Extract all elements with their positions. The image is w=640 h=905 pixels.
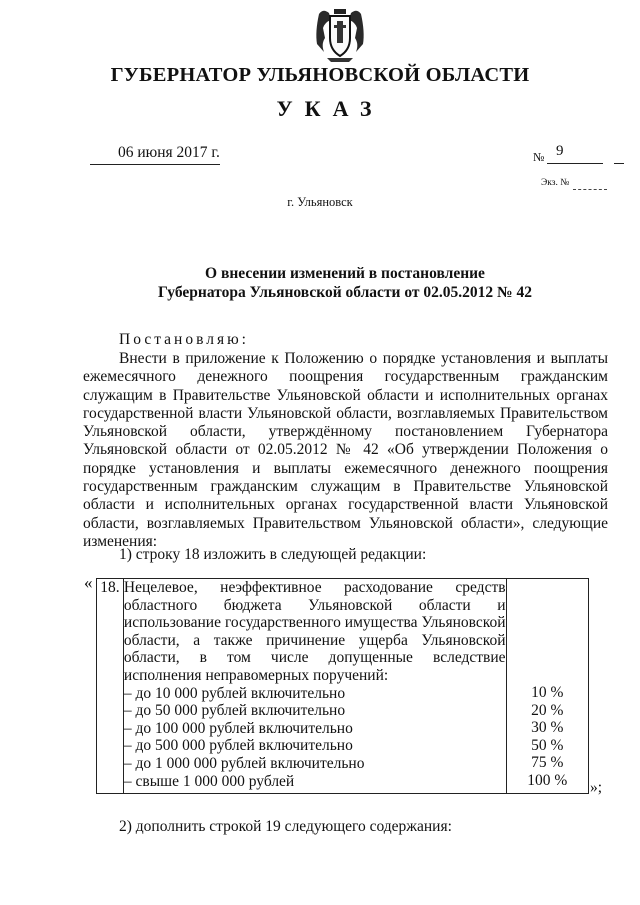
number-sign: № [533, 150, 545, 164]
copy-number-line [573, 189, 607, 190]
item-1-text: 1) строку 18 изложить в следующей редакции: [119, 546, 427, 563]
date-underline [90, 164, 220, 165]
organization-title: ГУБЕРНАТОР УЛЬЯНОВСКОЙ ОБЛАСТИ [110, 64, 530, 86]
subject-line-2: Губернатора Ульяновской области от 02.05.2012 № 42 [158, 284, 532, 301]
document-subject [80, 264, 610, 302]
number-underline [547, 163, 603, 164]
subject-line-1: О внесении изменений в постановление [205, 265, 485, 282]
decree-word: Постановляю: [119, 331, 249, 348]
city-name: г. Ульяновск [287, 195, 353, 209]
description-cell [123, 579, 506, 794]
threshold-value: 10 % [531, 684, 564, 701]
document-type-title: УКАЗ [276, 96, 384, 121]
threshold-value: 20 % [531, 701, 564, 719]
threshold-value: 50 % [531, 736, 564, 754]
threshold-value: 30 % [531, 719, 564, 737]
value-cell [506, 579, 588, 794]
document-date: 06 июня 2017 г. [118, 144, 220, 161]
amendment-table [96, 578, 589, 794]
threshold-label: – до 10 000 рублей включительно [123, 684, 346, 702]
row-number-cell: 18. [97, 579, 124, 794]
threshold-label: – до 50 000 рублей включительно [123, 702, 346, 720]
threshold-label: – до 1 000 000 рублей включительно [123, 754, 365, 772]
document-number: 9 [556, 143, 564, 159]
threshold-label: – до 100 000 рублей включительно [123, 719, 353, 737]
item-2-text: 2) дополнить строкой 19 следующего содержания: [119, 818, 452, 835]
quote-open: « [84, 573, 93, 592]
body-paragraph: Внести в приложение к Положению о порядке установления и выплаты ежемесячного денежного поощрения государственным гражданским служащим в Правительстве Ульяновской области и исполнительных органах государственной власти Ульяновской области, возглавляемых Правительством Ульяновской области, утверждённому постановлением Губернатора Ульяновской области от 02.05.2012 № 42 «Об утверждении Положения о порядке установления и выплаты ежемесячного денежного поощрения государственным гражданским служащим в Правительстве Ульяновской области и исполнительных органах государственной власти Ульяновской области, возглавляемых Правительством Ульяновской области», следующие изменения: [83, 350, 608, 550]
threshold-label: – свыше 1 000 000 рублей [123, 772, 295, 790]
row-description: Нецелевое, неэффективное расходование средств областного бюджета Ульяновской области и использование государственного имущества Ульяновской области, а также причинение ущерба Ульяновской области, в том числе допущенные вследствие исполнения неправомерных поручений: [123, 579, 506, 684]
threshold-value: 75 % [531, 754, 564, 772]
copy-number-label: Экз. № [541, 178, 570, 188]
table-row [97, 579, 589, 794]
quote-close: »; [590, 779, 603, 796]
threshold-value: 100 % [527, 771, 568, 789]
coat-of-arms-icon [313, 8, 367, 64]
number-dash [614, 163, 624, 164]
threshold-label: – до 500 000 рублей включительно [123, 737, 353, 755]
